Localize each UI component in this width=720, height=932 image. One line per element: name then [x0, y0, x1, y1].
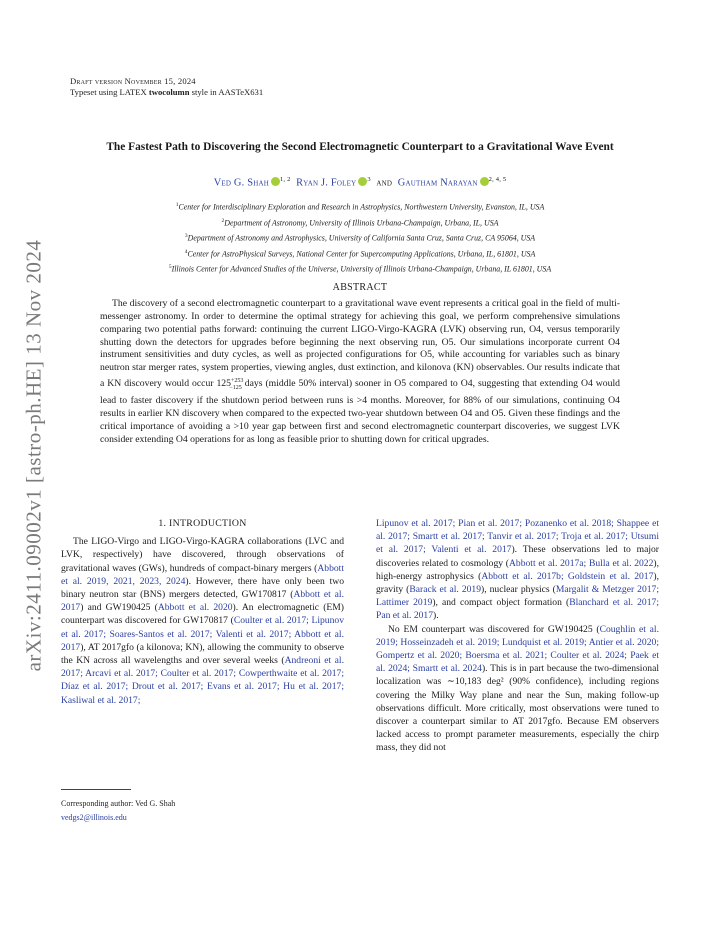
author-list: Ved G. Shah $^{1, 2}$ Ryan J. Foley $^3$ and Gautham Narayan $^{2, 4, 5}$ [213, 176, 507, 189]
body-text: ) and GW190425 ( [80, 602, 158, 614]
citation-link[interactable]: Coulter et al. 2017; Lipunov et al. 2017; Soares-Santos et al. 2017; Valenti et al. 2017; Abbott et al. 2017 [61, 615, 344, 653]
footnote-rule [61, 789, 131, 790]
intro-paragraph [61, 535, 344, 707]
citation-link[interactable]: Abbott et al. 2017a; Bulla et al. 2022 [508, 557, 654, 569]
citation-link[interactable]: Margalit & Metzger 2017; Lattimer 2019 [376, 584, 660, 609]
citation-link[interactable]: Abbott et al. 2020 [157, 602, 233, 614]
body-text: ), gravity ( [376, 570, 659, 596]
affiliation: $^4$Center for AstroPhysical Surveys, National Center for Supercomputing Applications, Urbana, IL, 61801, USA [184, 248, 536, 259]
affiliation: $^3$Department of Astronomy and Astrophysics, University of California Santa Cruz, Santa Cruz, CA 95064, USA [184, 233, 536, 243]
citation-link[interactable]: Coughlin et al. 2019; Hosseinzadeh et al. 2019; Lundquist et al. 2019; Antier et al. 2020; Gompertz et al. 2020; Boersma et al. 2021; Coulter et al. 2024; Paek et al. 2024; Smartt et al. 2024 [376, 623, 659, 675]
author-name[interactable]: Ved G. Shah [213, 177, 269, 189]
intro-paragraph [376, 623, 659, 755]
corresponding-author: Corresponding author: Ved G. Shah [61, 799, 176, 808]
abstract-heading: ABSTRACT [332, 282, 388, 293]
orcid-icon[interactable] [358, 177, 367, 186]
corresponding-author-footnote [61, 797, 175, 825]
author-email-link[interactable]: vedgs2@illinois.edu [61, 813, 127, 822]
paper-title: The Fastest Path to Discovering the Second Electromagnetic Counterpart to a Gravitational Wave Event [106, 141, 614, 153]
left-column [61, 517, 344, 707]
latex-logo: LATEX [119, 87, 147, 97]
body-text: ), high-energy astrophysics ( [376, 557, 659, 582]
body-text: The LIGO-Virgo and LIGO-Virgo-KAGRA collaborations (LVC and LVK, respectively) have discovered, through observations of gravitational waves (GWs), hundreds of compact-binary mergers ( [61, 536, 344, 574]
author-name[interactable]: Ryan J. Foley [296, 177, 357, 189]
citation-link[interactable]: Abbott et al. 2017b; Goldstein et al. 2017 [481, 570, 654, 582]
draft-version: Draft version November 15, 2024 [70, 76, 196, 86]
intro-paragraph [376, 517, 659, 623]
body-text: ). An electromagnetic (EM) counterpart was discovered for GW170817 ( [61, 602, 345, 627]
citation-link[interactable]: Blanchard et al. 2017; Pan et al. 2017 [376, 597, 659, 622]
citation-link[interactable]: Lipunov et al. 2017; Pian et al. 2017; Pozanenko et al. 2018; Shappee et al. 2017; Smartt et al. 2017; Tanvir et al. 2017; Troja et al. 2017; Utsumi et al. 2017; Valenti et al. 2017 [376, 518, 659, 556]
citation-link[interactable]: Andreoni et al. 2017; Arcavi et al. 2017; Coulter et al. 2017; Cowperthwaite et al. 2017; Díaz et al. 2017; Drout et al. 2017; Evans et al. 2017; Hu et al. 2017; Kasliwal et al. 2017; [61, 655, 344, 706]
affiliation: $^1$Center for Interdisciplinary Exploration and Research in Astrophysics, Northwestern University, Evanston, IL, USA [175, 202, 545, 212]
draft-header [70, 76, 263, 98]
body-text: ), nuclear physics ( [481, 584, 556, 596]
affiliation: $^5$Illinois Center for Advanced Studies of the Universe, University of Illinois Urbana-Champaign, Urbana, IL 61801, USA [168, 264, 552, 274]
body-text: ), AT 2017gfo (a kilonova; KN), allowing the community to observe the KN across all wavelengths and over several weeks ( [61, 641, 344, 667]
typeset-line: Typeset using LATEX twocolumn style in AASTeX631 [70, 87, 264, 97]
orcid-icon[interactable] [271, 177, 280, 186]
arxiv-stamp [14, 215, 54, 695]
section-heading: 1. INTRODUCTION [158, 518, 247, 529]
affiliation: $^2$Department of Astronomy, University of Illinois Urbana-Champaign, Urbana, IL, USA [221, 217, 499, 228]
citation-link[interactable]: Abbott et al. 2017 [61, 589, 344, 614]
right-column [376, 517, 659, 755]
body-text: ), and compact object formation ( [432, 597, 570, 609]
abstract-text: The discovery of a second electromagnetic counterpart to a gravitational wave event represents a critical goal in the field of multi-messenger astronomy. In order to determine the optimal strategy for achieving this goal, we perform comprehensive simulations comparing two potential paths forward: continuing the current LIGO-Virgo-KAGRA (LVK) observing run, O4, versus temporarily shutting down the detectors for upgrades before beginning the next observing run, O5. Our simulations incorporate current O4 instrument sensitivities and duty cycles, as well as projected configurations for O5, while accounting for variables such as binary neutron star merger rates, system properties, viewing angles, dust extinction, and kilonova (KN) observables. Our results indicate that a KN discovery would occur $125^{+253}_{-125}$ days (middle 50% interval) sooner in O5 compared to O4, suggesting that extending O4 would lead to faster discovery if the shutdown period between runs is >4 months. Moreover, for 88% of our simulations, continuing O4 results in earlier KN discovery when compared to the expected two-year shutdown between O4 and O5. Given these findings and the critical importance of avoiding a >10 year gap between first and second electromagnetic counterpart discoveries, we suggest LVK consider extending O4 operations for as long as feasible prior to shutting down for critical upgrades. [100, 298, 620, 445]
body-text: ). These observations led to major discoveries related to cosmology ( [376, 544, 659, 569]
body-text: No EM counterpart was discovered for GW190425 ( [388, 623, 600, 635]
body-text: ). However, there have only been two binary neutron star (BNS) mergers detected, GW170817 ( [61, 575, 344, 601]
citation-link[interactable]: Barack et al. 2019 [409, 584, 482, 596]
arxiv-identifier: arXiv:2411.09002v1 [astro-ph.HE] 13 Nov 2024 [21, 239, 46, 671]
body-text: ). [433, 610, 439, 622]
body-text: ). This is in part because the two-dimensional localization was ∼10,183 deg² (90% confidence), including regions covering the Milky Way plane and near the Sun, making follow-up observations difficult. More critically, most observations were tuned to discover a counterpart similar to AT 2017gfo. Because EM observers lacked access to prompt parameter measurements, especially the chirp mass, they did not [376, 663, 659, 754]
affiliations [60, 199, 660, 277]
citation-link[interactable]: Abbott et al. 2019, 2021, 2023, 2024 [61, 562, 344, 587]
orcid-icon[interactable] [480, 177, 489, 186]
author-name[interactable]: Gautham Narayan [397, 177, 478, 189]
